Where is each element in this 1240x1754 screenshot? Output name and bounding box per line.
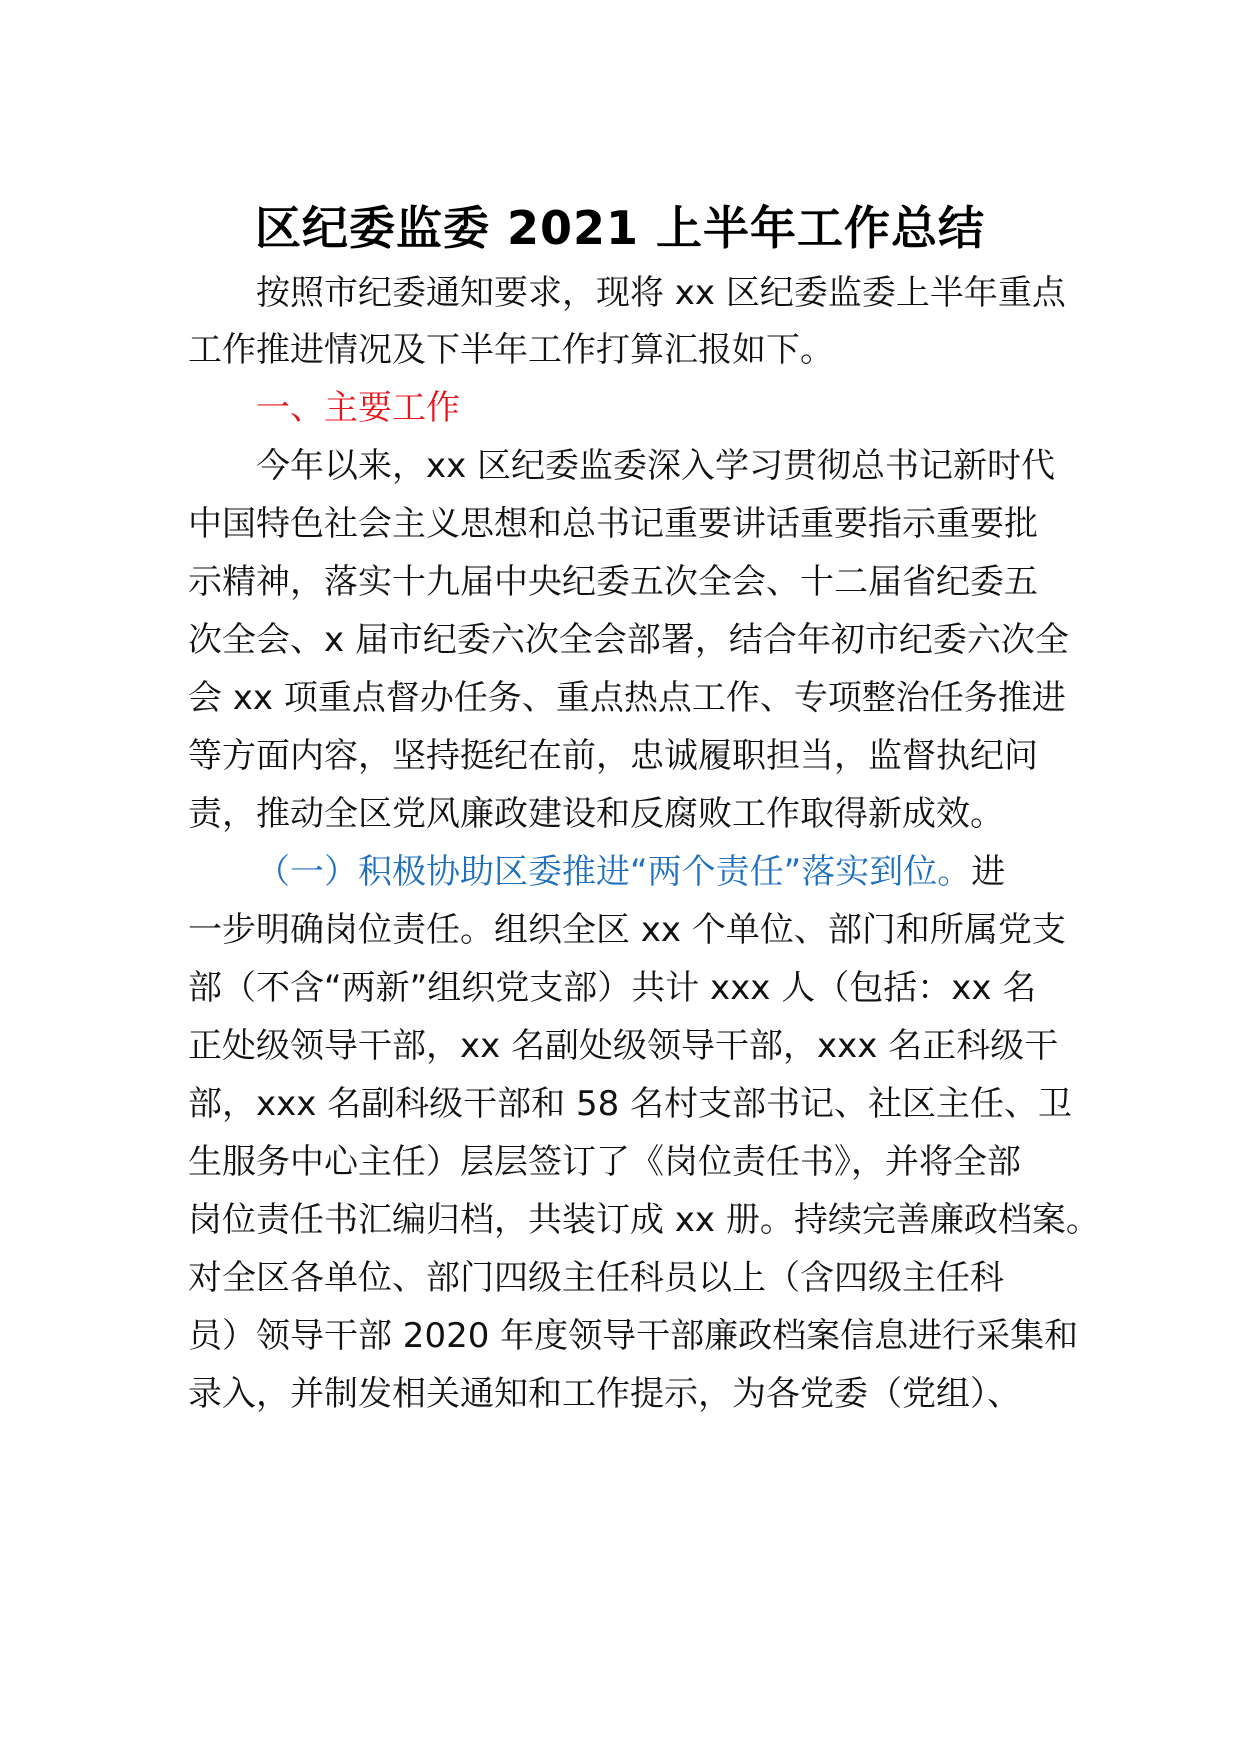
paragraph-line: 生服务中心主任）层层签订了《岗位责任书》，并将全部 [188,1142,1021,1182]
paragraph-line: 工作推进情况及下半年工作打算汇报如下。 [188,330,834,370]
paragraph-line: 会 xx 项重点督办任务、重点热点工作、专项整治任务推进 [188,678,1066,718]
paragraph-line: 示精神，落实十九届中央纪委五次全会、十二届省纪委五 [188,562,1038,602]
paragraph-line: 今年以来，xx 区纪委监委深入学习贯彻总书记新时代 [256,446,1056,486]
paragraph-line: 责，推动全区党风廉政建设和反腐败工作取得新成效。 [188,794,1004,834]
subheading-text: （一）积极协助区委推进“两个责任”落实到位。 [256,852,972,892]
paragraph-line: 录入，并制发相关通知和工作提示，为各党委（党组）、 [188,1374,1021,1414]
paragraph-line: 等方面内容，坚持挺纪在前，忠诚履职担当，监督执纪问 [188,736,1038,776]
paragraph-line: 对全区各单位、部门四级主任科员以上（含四级主任科 [188,1258,1004,1298]
paragraph-line: 员）领导干部 2020 年度领导干部廉政档案信息进行采集和 [188,1316,1079,1356]
section-heading: 一、主要工作 [256,388,460,428]
paragraph-line: 正处级领导干部，xx 名副处级领导干部，xxx 名正科级干 [188,1026,1059,1066]
subheading-continuation: 进 [971,852,1006,892]
document-title: 区纪委监委 2021 上半年工作总结 [254,201,986,255]
paragraph-line: 中国特色社会主义思想和总书记重要讲话重要指示重要批 [188,504,1038,544]
paragraph-line: 部（不含“两新”组织党支部）共计 xxx 人（包括：xx 名 [188,968,1037,1008]
paragraph-line: 部，xxx 名副科级干部和 58 名村支部书记、社区主任、卫 [188,1084,1073,1124]
subheading-line [256,849,1005,895]
paragraph-line: 岗位责任书汇编归档，共装订成 xx 册。持续完善廉政档案。 [188,1200,1100,1240]
paragraph-line: 一步明确岗位责任。组织全区 xx 个单位、部门和所属党支 [188,910,1066,950]
paragraph-line: 次全会、x 届市纪委六次全会部署，结合年初市纪委六次全 [188,620,1069,660]
paragraph-line: 按照市纪委通知要求，现将 xx 区纪委监委上半年重点 [256,273,1066,313]
